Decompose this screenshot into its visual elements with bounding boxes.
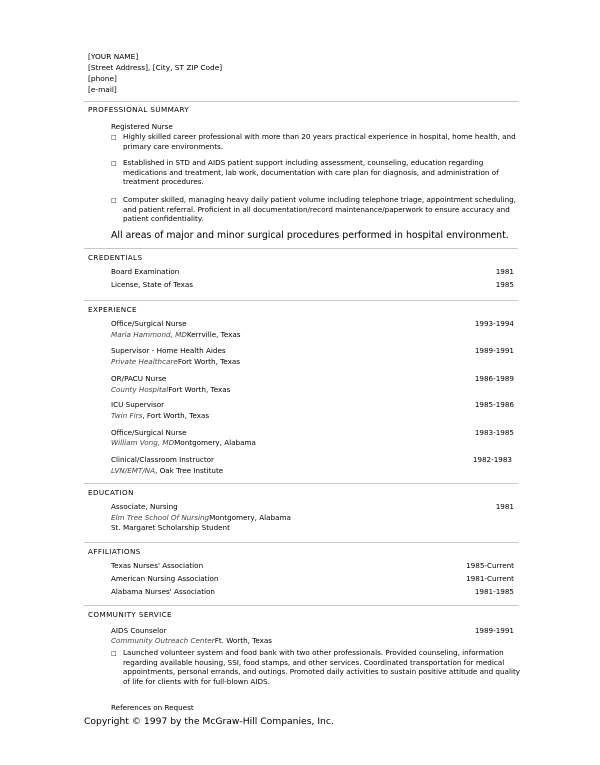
- credentials-title: CREDENTIALS: [88, 253, 143, 262]
- affiliation-years: 1985-Current: [466, 561, 514, 570]
- experience-years: 1985-1986: [474, 400, 514, 409]
- experience-role: Office/Surgical Nurse: [111, 428, 187, 437]
- community-years: 1989-1991: [474, 626, 514, 635]
- credential-label: Board Examination: [111, 267, 180, 276]
- contact-address: [Street Address], [City, ST ZIP Code]: [88, 63, 223, 72]
- experience-title: EXPERIENCE: [88, 305, 137, 314]
- community-title: COMMUNITY SERVICE: [88, 610, 173, 619]
- education-year: 1981: [495, 502, 514, 511]
- experience-years: 1982-1983: [472, 455, 512, 464]
- section-divider: [84, 248, 518, 249]
- community-role: AIDS Counselor: [111, 626, 167, 635]
- summary-role: Registered Nurse: [111, 122, 173, 131]
- experience-employer: Maria Hammond, MD: [111, 330, 187, 339]
- experience-years: 1986-1989: [474, 374, 514, 383]
- experience-role: OR/PACU Nurse: [111, 374, 167, 383]
- experience-location: Montgomery, Alabama: [174, 438, 256, 447]
- summary-bullet-3: Computer skilled, managing heavy daily patient volume including telephone triage, appointment scheduling, and patient referral. Proficient in all documentation/record maintenance/paperwork to ensure accuracy and patient confidentiality.: [123, 195, 516, 224]
- bullet-icon: □: [111, 650, 117, 657]
- experience-years: 1989-1991: [474, 346, 514, 355]
- affiliation-label: American Nursing Association: [111, 574, 219, 583]
- experience-employer: Twin Firs: [111, 411, 143, 420]
- experience-employer: LVN/EMT/NA: [111, 466, 156, 475]
- experience-employer-line: [111, 438, 256, 448]
- summary-closing: All areas of major and minor surgical procedures performed in hospital environment.: [111, 230, 509, 241]
- experience-employer-line: [111, 330, 241, 340]
- education-school: Elm Tree School Of Nursing: [111, 513, 210, 522]
- section-divider: [84, 542, 518, 543]
- affiliation-years: 1981-1985: [474, 587, 514, 596]
- experience-employer-line: [111, 466, 223, 476]
- experience-location: Fort Worth, Texas: [177, 357, 240, 366]
- experience-employer-line: [111, 385, 230, 395]
- community-org: Community Outreach Center: [111, 636, 215, 645]
- community-location: Ft. Worth, Texas: [214, 636, 273, 645]
- references-note: References on Request: [111, 703, 194, 712]
- affiliations-title: AFFILIATIONS: [88, 547, 141, 556]
- experience-location: Fort Worth, Texas: [168, 385, 231, 394]
- credential-label: License, State of Texas: [111, 280, 194, 289]
- experience-employer: County Hospital: [111, 385, 169, 394]
- experience-role: ICU Supervisor: [111, 400, 165, 409]
- contact-email: [e-mail]: [88, 85, 117, 94]
- experience-employer: William Vong, MD: [111, 438, 175, 447]
- education-honor: St. Margaret Scholarship Student: [111, 523, 230, 532]
- section-divider: [84, 483, 518, 484]
- experience-role: Clinical/Classroom Instructor: [111, 455, 214, 464]
- bullet-icon: □: [111, 134, 117, 141]
- experience-years: 1983-1985: [474, 428, 514, 437]
- community-org-line: [111, 636, 272, 646]
- affiliation-years: 1981-Current: [466, 574, 514, 583]
- experience-employer-line: [111, 357, 240, 367]
- experience-role: Office/Surgical Nurse: [111, 319, 187, 328]
- credential-year: 1981: [495, 267, 514, 276]
- summary-bullet-1: Highly skilled career professional with more than 20 years practical experience in hospital, home health, and primary care environments.: [123, 132, 516, 151]
- bullet-icon: □: [111, 197, 117, 204]
- experience-employer: Private Healthcare: [111, 357, 178, 366]
- education-school-line: [111, 513, 291, 523]
- summary-bullet-2: Established in STD and AIDS patient support including assessment, counseling, education regarding medications and treatment, lab work, documentation with care plan for diagnosis, and administration of treatment procedures.: [123, 158, 499, 187]
- affiliation-label: Alabama Nurses' Association: [111, 587, 215, 596]
- copyright: Copyright © 1997 by the McGraw-Hill Companies, Inc.: [84, 716, 334, 727]
- contact-name: [YOUR NAME]: [88, 52, 139, 61]
- summary-title: PROFESSIONAL SUMMARY: [88, 105, 190, 114]
- education-title: EDUCATION: [88, 488, 134, 497]
- experience-years: 1993-1994: [474, 319, 514, 328]
- section-divider: [84, 101, 518, 102]
- experience-employer-line: [111, 411, 209, 421]
- bullet-icon: □: [111, 160, 117, 167]
- credential-year: 1985: [495, 280, 514, 289]
- contact-phone: [phone]: [88, 74, 117, 83]
- section-divider: [84, 300, 518, 301]
- experience-location: , Oak Tree Institute: [155, 466, 224, 475]
- education-degree: Associate, Nursing: [111, 502, 178, 511]
- experience-location: Kerrville, Texas: [186, 330, 241, 339]
- experience-location: , Fort Worth, Texas: [142, 411, 210, 420]
- experience-role: Supervisor - Home Health Aides: [111, 346, 226, 355]
- education-location: Montgomery, Alabama: [209, 513, 291, 522]
- section-divider: [84, 605, 518, 606]
- community-bullet: Launched volunteer system and food bank with two other professionals. Provided counseling, information regarding available housing, SSI, food stamps, and other services. Coordinated transportation for medical appointments, personal errands, and outings. Promoted daily activities to sustain positive attitude and quality of life for clients with for full-blown AIDS.: [123, 648, 521, 686]
- affiliation-label: Texas Nurses' Association: [111, 561, 204, 570]
